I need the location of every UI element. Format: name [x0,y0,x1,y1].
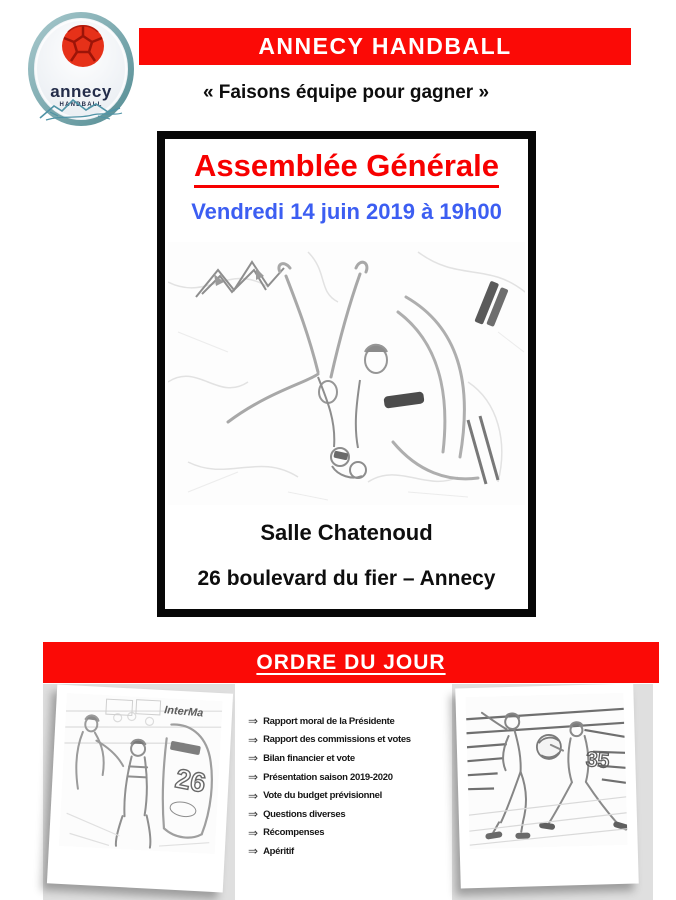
handball-scramble-sketch-icon [168,242,525,505]
double-arrow-icon: ⇒ [248,751,259,766]
double-arrow-icon: ⇒ [248,714,259,729]
agenda-item [248,824,448,843]
sponsor-board-text: InterMa [163,704,204,720]
logo-club-name: annecy [50,82,112,101]
agenda-item [248,786,448,805]
handball-icon [62,25,104,67]
right-polaroid-photo [455,684,639,889]
agenda-item [248,712,448,731]
logo-club-sub: HANDBALL [59,102,103,108]
jersey-number-26: 26 [172,763,209,799]
club-logo-icon [28,12,134,126]
agenda-item-label: Questions diverses [263,808,346,820]
club-tagline: « Faisons équipe pour gagner » [202,82,490,103]
assembly-title-text: Assemblée Générale [194,148,499,188]
agenda-item-label: Bilan financier et vote [263,752,355,764]
club-banner-text: ANNECY HANDBALL [258,33,512,59]
jersey-number-35: 35 [585,747,611,773]
venue-name: Salle Chatenoud [260,520,433,545]
agenda-item-label: Présentation saison 2019-2020 [263,771,393,783]
venue-address: 26 boulevard du fier – Annecy [197,567,496,590]
agenda-item [248,749,448,768]
assembly-poster-box [157,131,536,617]
double-arrow-icon: ⇒ [248,788,259,803]
left-polaroid-photo [47,685,233,893]
assembly-title [165,148,528,188]
agenda-item [248,805,448,824]
agenda-item-label: Rapport des commissions et votes [263,734,411,746]
agenda-list [248,712,448,861]
club-banner [139,28,631,65]
handball-match-sketch-icon [59,693,223,854]
agenda-item [248,842,448,861]
double-arrow-icon: ⇒ [248,770,259,785]
double-arrow-icon: ⇒ [248,844,259,859]
jump-shot-sketch-icon [465,693,627,849]
agenda-item [248,768,448,787]
left-sketch-image [59,693,223,854]
agenda-item-label: Vote du budget prévisionnel [263,790,382,802]
agenda-item [248,731,448,750]
double-arrow-icon: ⇒ [248,807,259,822]
club-logo [28,12,134,126]
double-arrow-icon: ⇒ [248,732,259,747]
agenda-banner [43,642,659,683]
assembly-datetime: Vendredi 14 juin 2019 à 19h00 [191,199,502,224]
double-arrow-icon: ⇒ [248,825,259,840]
agenda-banner-text: ORDRE DU JOUR [256,650,446,674]
agenda-item-label: Apéritif [263,845,294,857]
main-sketch-image [168,242,525,505]
agenda-item-label: Rapport moral de la Présidente [263,715,395,727]
agenda-item-label: Récompenses [263,827,325,839]
right-sketch-image [465,693,627,849]
